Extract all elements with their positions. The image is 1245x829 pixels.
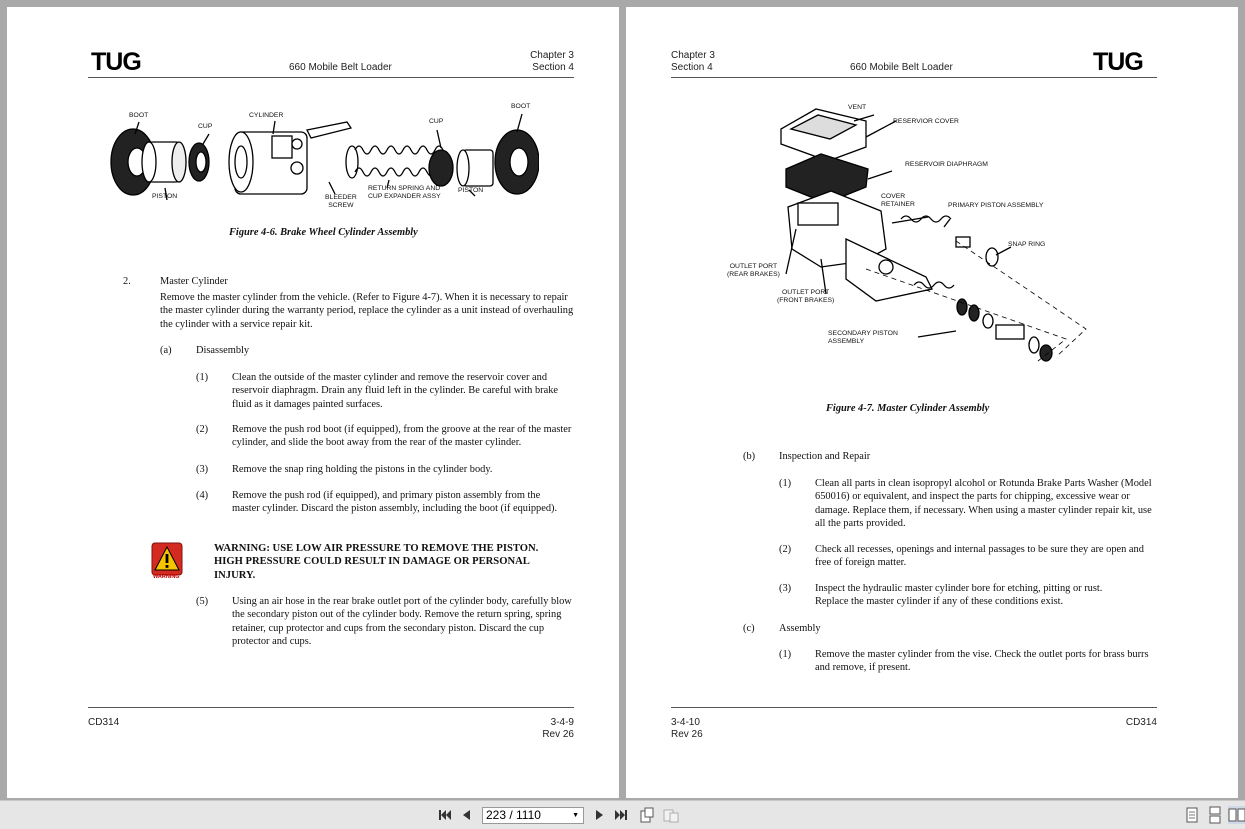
header-title: 660 Mobile Belt Loader: [850, 62, 953, 73]
step-number: (4): [196, 490, 209, 501]
label-boot-left: BOOT: [129, 112, 149, 119]
step-number: (1): [779, 478, 792, 489]
item-paragraph: Remove the master cylinder from the vehicle. (Refer to Figure 4-7). When it is necessary to repair the master cylinder during the warranty period, replace the cylinder as a unit instead of overhauling the cylinder with a service repair kit.: [160, 292, 574, 330]
tug-logo: TUG: [1093, 48, 1143, 76]
rotate-icon: [638, 806, 656, 824]
footer-revision: Rev 26: [671, 729, 703, 740]
label-cylinder: CYLINDER: [249, 112, 284, 119]
sub-a-number: (a): [160, 345, 172, 356]
last-page-icon: [612, 806, 630, 824]
label-piston-left: PISTON: [152, 193, 178, 200]
label-cup-right: CUP: [429, 118, 444, 125]
step-number: (1): [779, 649, 792, 660]
header-rule: [671, 77, 1157, 78]
label-bleeder-screw: BLEEDER SCREW: [325, 194, 357, 209]
header-chapter: Chapter 3: [530, 50, 574, 61]
step-number: (5): [196, 596, 209, 607]
label-vent: VENT: [848, 104, 867, 111]
two-page-icon: [1228, 806, 1245, 824]
next-page-icon: [590, 806, 608, 824]
label-cover-retainer: COVER RETAINER: [881, 193, 915, 208]
viewer-toolbar: [0, 800, 1245, 829]
label-boot-right: BOOT: [511, 103, 531, 110]
footer-doc-id: CD314: [88, 717, 120, 728]
continuous-page-icon: [1206, 806, 1224, 824]
step-number: (1): [196, 372, 209, 383]
footer-page-number: 3-4-10: [671, 717, 700, 728]
step-text: Using an air hose in the rear brake outlet port of the cylinder body, carefully blow the secondary piston out of the cylinder body. Remove the return spring, spring retainer, cup protector and cups from the secondary piston. Discard the cup protector and cups.: [232, 596, 572, 647]
figure-caption: Figure 4-7. Master Cylinder Assembly: [826, 403, 990, 414]
sub-c-number: (c): [743, 623, 755, 634]
step-text: Remove the push rod (if equipped), and primary piston assembly from the master cylinder. Discard the piston assembly, including the boot (if equipped).: [232, 490, 558, 515]
label-reservoir-diaphragm: RESERVOIR DIAPHRAGM: [905, 161, 988, 168]
label-secondary-piston: SECONDARY PISTON ASSEMBLY: [828, 330, 898, 345]
warning-text: WARNING: USE LOW AIR PRESSURE TO REMOVE THE PISTON. HIGH PRESSURE COULD RESULT IN DAMAGE OR PERSONAL INJURY.: [214, 543, 539, 581]
first-page-icon: [436, 806, 454, 824]
header-section: Section 4: [671, 62, 713, 73]
label-cup-left: CUP: [198, 123, 213, 130]
step-text: Remove the push rod boot (if equipped), from the groove at the rear of the master cylinder, and slide the boot away from the rear of the master cylinder.: [232, 424, 572, 449]
label-snap-ring: SNAP RING: [1008, 241, 1046, 248]
warning-icon: [151, 542, 185, 588]
header-title: 660 Mobile Belt Loader: [289, 62, 392, 73]
header-chapter: Chapter 3: [671, 50, 715, 61]
header-rule: [88, 77, 574, 78]
label-primary-piston: PRIMARY PISTON ASSEMBLY: [948, 202, 1044, 209]
continuous-view-button[interactable]: [1206, 806, 1224, 824]
two-page-view-button[interactable]: [1228, 806, 1245, 824]
footer-revision: Rev 26: [542, 729, 574, 740]
step-text: Inspect the hydraulic master cylinder bore for etching, pitting or rust. Replace the master cylinder if any of these conditions exist.: [815, 583, 1103, 608]
tug-logo: TUG: [91, 48, 141, 76]
footer-rule: [671, 707, 1157, 708]
single-page-view-button[interactable]: [1183, 806, 1201, 824]
step-text: Clean the outside of the master cylinder and remove the reservoir cover and reservoir diaphragm. Drain any fluid left in the cylinder. Be careful with brake fluid as it damages painted surfaces.: [232, 372, 559, 410]
footer-page-number: 3-4-9: [550, 717, 574, 728]
page-layout-icon: [662, 806, 680, 824]
step-text: Clean all parts in clean isopropyl alcohol or Rotunda Brake Parts Washer (Model 650016) or equivalent, and inspect the parts for chipping, excessive wear or damage. Replace them, if necessary. When using a master cylinder repair kit, use all the parts provided.: [815, 478, 1152, 529]
next-page-button[interactable]: [590, 806, 608, 824]
item-number: 2.: [123, 276, 131, 287]
previous-page-icon: [458, 806, 476, 824]
previous-page-button[interactable]: [458, 806, 476, 824]
sub-b-title: Inspection and Repair: [779, 451, 871, 462]
figure-caption: Figure 4-6. Brake Wheel Cylinder Assembly: [229, 227, 418, 238]
master-cylinder-figure: [726, 99, 1096, 379]
footer-rule: [88, 707, 574, 708]
sub-b-number: (b): [743, 451, 756, 462]
label-piston-right: PISTON: [458, 187, 484, 194]
step-number: (3): [779, 583, 792, 594]
sub-a-title: Disassembly: [196, 345, 250, 356]
item-title: Master Cylinder: [160, 276, 228, 287]
single-page-icon: [1183, 806, 1201, 824]
rotate-page-button[interactable]: [638, 806, 656, 824]
page-number-input[interactable]: [482, 807, 584, 824]
page-number-value: 223 / 1110: [486, 808, 541, 822]
first-page-button[interactable]: [436, 806, 454, 824]
header-section: Section 4: [532, 62, 574, 73]
step-text: Remove the snap ring holding the pistons in the cylinder body.: [232, 464, 493, 475]
sub-c-title: Assembly: [779, 623, 821, 634]
warning-icon-label: WARNING: [153, 574, 180, 580]
label-outlet-front: OUTLET PORT (FRONT BRAKES): [777, 289, 835, 304]
step-number: (2): [196, 424, 209, 435]
step-text: Remove the master cylinder from the vise. Check the outlet ports for brass burrs and remove, if present.: [815, 649, 1149, 674]
step-number: (2): [779, 544, 792, 555]
document-page-right: [626, 7, 1238, 798]
label-reservoir-cover: RESERVIOR COVER: [893, 118, 959, 125]
footer-doc-id: CD314: [1125, 717, 1157, 728]
label-return-spring: RETURN SPRING AND CUP EXPANDER ASSY: [368, 185, 441, 200]
last-page-button[interactable]: [612, 806, 630, 824]
page-layout-button[interactable]: [662, 806, 680, 824]
step-text: Check all recesses, openings and internal passages to be sure they are open and free of foreign matter.: [815, 544, 1144, 569]
label-outlet-rear: OUTLET PORT (REAR BRAKES): [727, 263, 780, 278]
step-number: (3): [196, 464, 209, 475]
dropdown-arrow-icon: ▼: [572, 812, 579, 819]
document-page-left: [7, 7, 619, 798]
